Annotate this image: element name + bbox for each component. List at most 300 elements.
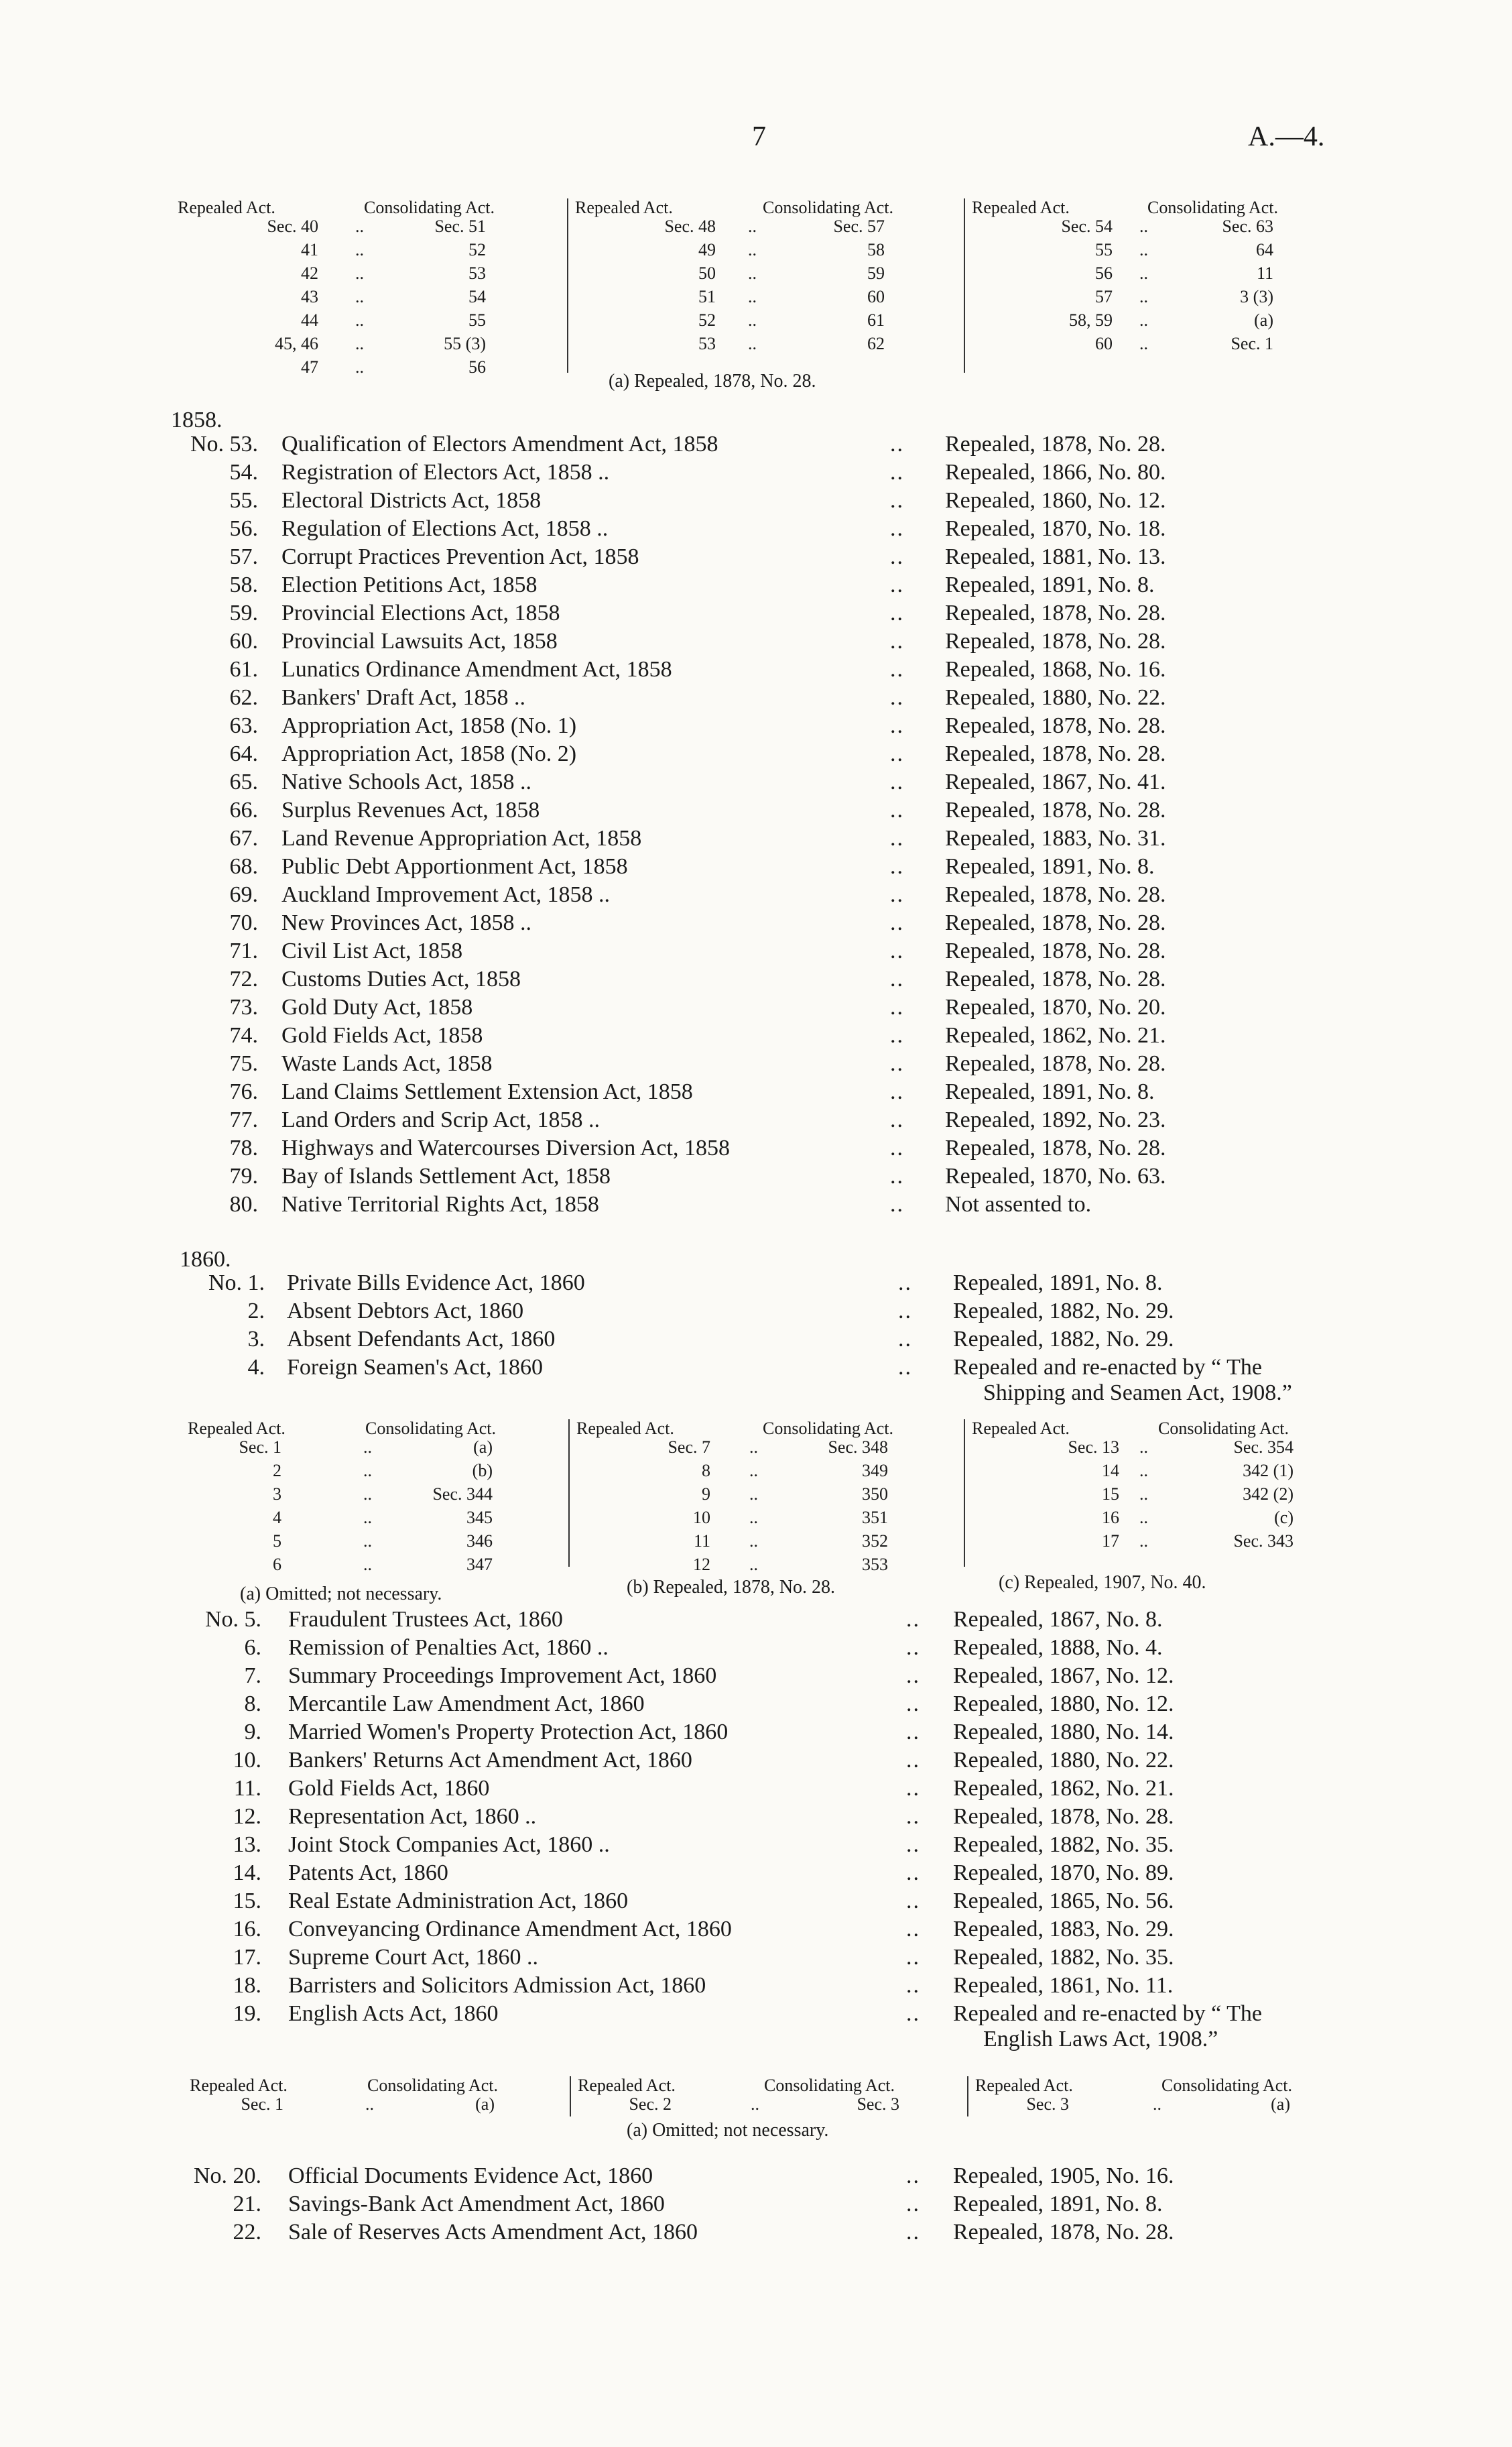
leader-dots: .. — [1139, 1531, 1148, 1551]
leader-dots: .. — [363, 1484, 372, 1504]
act-row — [154, 825, 1428, 853]
consolidating-section: 52 — [468, 240, 486, 259]
leader-dots: .. — [898, 1299, 912, 1323]
repealed-section: 53 — [698, 334, 716, 353]
act-status: Repealed, 1867, No. 41. — [945, 770, 1166, 794]
act-row — [161, 2162, 1434, 2190]
header-consolidating-act: Consolidating Act. — [1158, 1419, 1289, 1438]
act-status-continuation: English Laws Act, 1908.” — [983, 2027, 1218, 2051]
consolidating-section: Sec. 57 — [833, 217, 885, 236]
act-row — [154, 599, 1428, 628]
repealed-section: Sec. 3 — [1026, 2094, 1069, 2114]
act-title: Customs Duties Act, 1858 — [281, 967, 521, 992]
leader-dots: .. — [890, 770, 904, 794]
act-status: Repealed, 1880, No. 22. — [945, 685, 1166, 710]
act-title: Supreme Court Act, 1860 .. — [288, 1945, 539, 1970]
act-number: 73. — [229, 995, 258, 1020]
consolidating-section: 54 — [468, 287, 486, 306]
leader-dots: .. — [898, 1355, 912, 1380]
leader-dots: .. — [890, 460, 904, 485]
act-number: 16. — [233, 1917, 261, 1942]
act-number: 79. — [229, 1164, 258, 1189]
act-number: 55. — [229, 488, 258, 513]
leader-dots: .. — [906, 1607, 920, 1632]
act-title: Remission of Penalties Act, 1860 .. — [288, 1635, 609, 1660]
act-title: Land Orders and Scrip Act, 1858 .. — [281, 1108, 600, 1132]
consolidating-section: 62 — [867, 334, 885, 353]
leader-dots: .. — [1139, 240, 1148, 259]
leader-dots: .. — [355, 263, 364, 283]
act-number: 8. — [244, 1691, 261, 1716]
act-status: Repealed, 1882, No. 35. — [953, 1832, 1174, 1857]
act-status: Repealed, 1892, No. 23. — [945, 1108, 1166, 1132]
repealed-section: 4 — [273, 1508, 281, 1527]
repealed-section: 57 — [1095, 287, 1113, 306]
leader-dots: .. — [906, 1748, 920, 1773]
footnote-c-table-2: (c) Repealed, 1907, No. 40. — [999, 1572, 1206, 1593]
act-number: 76. — [229, 1079, 258, 1104]
act-number: 65. — [229, 770, 258, 794]
consolidating-section: (a) — [1254, 310, 1273, 330]
consolidating-section: 353 — [862, 1555, 888, 1574]
act-title: Mercantile Law Amendment Act, 1860 — [288, 1691, 645, 1716]
leader-dots: .. — [890, 1108, 904, 1132]
act-status: Repealed, 1870, No. 63. — [945, 1164, 1166, 1189]
repealed-section: 16 — [1102, 1508, 1119, 1527]
leader-dots: .. — [890, 657, 904, 682]
leader-dots: .. — [890, 601, 904, 625]
act-title: Provincial Elections Act, 1858 — [281, 601, 560, 625]
act-number: 18. — [233, 1973, 261, 1998]
repealed-section: 51 — [698, 287, 716, 306]
act-row — [154, 853, 1428, 881]
acts-list-1860-b — [161, 1606, 1434, 2056]
act-status: Repealed, 1860, No. 12. — [945, 488, 1166, 513]
act-title: Bankers' Draft Act, 1858 .. — [281, 685, 525, 710]
act-row — [154, 768, 1428, 796]
act-row — [161, 1831, 1434, 1859]
act-title: Gold Fields Act, 1860 — [288, 1776, 490, 1801]
act-status: Repealed, 1862, No. 21. — [945, 1023, 1166, 1048]
act-row — [154, 656, 1428, 684]
leader-dots: .. — [749, 1555, 758, 1574]
act-status: Repealed, 1878, No. 28. — [945, 939, 1166, 963]
act-status: Not assented to. — [945, 1192, 1092, 1217]
leader-dots: .. — [906, 2001, 920, 2026]
act-number: 68. — [229, 854, 258, 879]
act-status-continuation-row — [161, 2028, 1434, 2056]
act-title: Patents Act, 1860 — [288, 1860, 448, 1885]
act-title: Registration of Electors Act, 1858 .. — [281, 460, 610, 485]
consolidating-section: 352 — [862, 1531, 888, 1551]
act-row — [161, 1269, 1434, 1297]
leader-dots: .. — [749, 1531, 758, 1551]
column-divider — [964, 1419, 965, 1567]
footnote-table-3: (a) Omitted; not necessary. — [627, 2120, 829, 2141]
leader-dots: .. — [898, 1327, 912, 1352]
act-number: 69. — [229, 882, 258, 907]
leader-dots: .. — [890, 685, 904, 710]
act-row — [161, 1606, 1434, 1634]
act-title: Representation Act, 1860 .. — [288, 1804, 537, 1829]
leader-dots: .. — [890, 1051, 904, 1076]
header-repealed-act: Repealed Act. — [188, 1419, 286, 1438]
act-title: Surplus Revenues Act, 1858 — [281, 798, 540, 823]
act-number: 7. — [244, 1663, 261, 1688]
act-title: Qualification of Electors Amendment Act, 1858 — [281, 432, 718, 457]
leader-dots: .. — [749, 1437, 758, 1457]
column-divider — [567, 198, 568, 373]
act-status: Repealed, 1878, No. 28. — [945, 967, 1166, 992]
leader-dots: .. — [906, 2192, 920, 2216]
leader-dots: .. — [906, 1917, 920, 1942]
act-row — [161, 1325, 1434, 1354]
act-row — [154, 543, 1428, 571]
act-row — [154, 430, 1428, 459]
leader-dots: .. — [748, 310, 757, 330]
act-row — [154, 965, 1428, 994]
leader-dots: .. — [890, 1023, 904, 1048]
act-status: Repealed, 1866, No. 80. — [945, 460, 1166, 485]
act-row — [154, 740, 1428, 768]
consolidating-section: Sec. 354 — [1233, 1437, 1294, 1457]
footnote-table-1: (a) Repealed, 1878, No. 28. — [609, 371, 816, 392]
repealed-section: 14 — [1102, 1461, 1119, 1480]
act-title: Appropriation Act, 1858 (No. 1) — [281, 713, 577, 738]
act-number: No. 53. — [190, 432, 258, 457]
repealed-section: 11 — [693, 1531, 710, 1551]
act-title: Provincial Lawsuits Act, 1858 — [281, 629, 558, 654]
year-heading-1860: 1860. — [180, 1247, 231, 1272]
leader-dots: .. — [748, 217, 757, 236]
leader-dots: .. — [1139, 334, 1148, 353]
act-title: Official Documents Evidence Act, 1860 — [288, 2163, 653, 2188]
leader-dots: .. — [890, 629, 904, 654]
leader-dots: .. — [748, 263, 757, 283]
act-title: Conveyancing Ordinance Amendment Act, 1860 — [288, 1917, 732, 1942]
act-row — [154, 1078, 1428, 1106]
act-number: No. 20. — [193, 2163, 261, 2188]
repealed-section: 55 — [1095, 240, 1113, 259]
act-row — [161, 2190, 1434, 2218]
act-row — [161, 1887, 1434, 1915]
leader-dots: .. — [890, 713, 904, 738]
act-status: Repealed, 1882, No. 35. — [953, 1945, 1174, 1970]
consolidating-section: (b) — [472, 1461, 493, 1480]
leader-dots: .. — [749, 1508, 758, 1527]
leader-dots: .. — [890, 882, 904, 907]
act-status: Repealed, 1891, No. 8. — [953, 2192, 1163, 2216]
header-repealed-act: Repealed Act. — [972, 1419, 1070, 1438]
act-title: Corrupt Practices Prevention Act, 1858 — [281, 544, 639, 569]
act-number: 75. — [229, 1051, 258, 1076]
act-row — [161, 1944, 1434, 1972]
act-number: No. 5. — [204, 1607, 261, 1632]
repealed-section: 2 — [273, 1461, 281, 1480]
document-reference: A.—4. — [1248, 121, 1325, 152]
leader-dots: .. — [890, 826, 904, 851]
act-number: 59. — [229, 601, 258, 625]
consolidating-section: (c) — [1274, 1508, 1294, 1527]
act-title: Land Revenue Appropriation Act, 1858 — [281, 826, 642, 851]
act-status: Repealed, 1891, No. 8. — [945, 573, 1155, 597]
header-consolidating-act: Consolidating Act. — [764, 2076, 895, 2095]
act-status: Repealed, 1878, No. 28. — [945, 601, 1166, 625]
act-number: 61. — [229, 657, 258, 682]
act-row — [154, 1134, 1428, 1162]
act-title: Lunatics Ordinance Amendment Act, 1858 — [281, 657, 672, 682]
header-consolidating-act: Consolidating Act. — [364, 198, 495, 217]
leader-dots: .. — [748, 334, 757, 353]
header-repealed-act: Repealed Act. — [178, 198, 275, 217]
act-row — [161, 1297, 1434, 1325]
act-row — [161, 1354, 1434, 1382]
act-number: 77. — [229, 1108, 258, 1132]
act-title: Highways and Watercourses Diversion Act, 1858 — [281, 1136, 730, 1160]
leader-dots: .. — [890, 573, 904, 597]
act-title: Barristers and Solicitors Admission Act, 1860 — [288, 1973, 706, 1998]
consolidating-section: 64 — [1256, 240, 1273, 259]
act-title: Election Petitions Act, 1858 — [281, 573, 538, 597]
act-title: Civil List Act, 1858 — [281, 939, 463, 963]
act-status: Repealed, 1881, No. 13. — [945, 544, 1166, 569]
act-number: 15. — [233, 1889, 261, 1913]
leader-dots: .. — [355, 357, 364, 377]
act-number: 80. — [229, 1192, 258, 1217]
leader-dots: .. — [906, 2220, 920, 2245]
leader-dots: .. — [890, 1079, 904, 1104]
act-row — [154, 571, 1428, 599]
act-status-continuation: Shipping and Seamen Act, 1908.” — [983, 1380, 1292, 1405]
consolidating-section: Sec. 1 — [1231, 334, 1273, 353]
act-title: Absent Defendants Act, 1860 — [287, 1327, 556, 1352]
leader-dots: .. — [363, 1461, 372, 1480]
leader-dots: .. — [890, 1136, 904, 1160]
act-row — [154, 1162, 1428, 1191]
act-status: Repealed, 1880, No. 12. — [953, 1691, 1174, 1716]
act-number: 3. — [247, 1327, 265, 1352]
repealed-section: 45, 46 — [275, 334, 318, 353]
act-number: No. 1. — [208, 1270, 265, 1295]
act-row — [154, 712, 1428, 740]
act-row — [161, 1972, 1434, 2000]
consolidating-section: 59 — [867, 263, 885, 283]
act-status: Repealed, 1878, No. 28. — [945, 882, 1166, 907]
column-divider — [568, 1419, 570, 1567]
act-row — [161, 2218, 1434, 2247]
act-row — [161, 1859, 1434, 1887]
repealed-section: 5 — [273, 1531, 281, 1551]
act-status: Repealed and re-enacted by “ The — [953, 1355, 1262, 1380]
consolidating-section: Sec. 344 — [432, 1484, 493, 1504]
repealed-section: 17 — [1102, 1531, 1119, 1551]
consolidating-section: 53 — [468, 263, 486, 283]
repealed-section: 9 — [702, 1484, 710, 1504]
act-status: Repealed, 1891, No. 8. — [945, 854, 1155, 879]
act-title: Bay of Islands Settlement Act, 1858 — [281, 1164, 611, 1189]
act-status: Repealed, 1882, No. 29. — [953, 1327, 1174, 1352]
act-title: English Acts Act, 1860 — [288, 2001, 499, 2026]
consolidating-section: 342 (1) — [1243, 1461, 1294, 1480]
leader-dots: .. — [890, 1192, 904, 1217]
consolidating-section: (a) — [1271, 2094, 1290, 2114]
leader-dots: .. — [1139, 1508, 1148, 1527]
repealed-section: 41 — [301, 240, 318, 259]
act-title: Public Debt Apportionment Act, 1858 — [281, 854, 628, 879]
consolidating-section: 60 — [867, 287, 885, 306]
repealed-section: 6 — [273, 1555, 281, 1574]
leader-dots: .. — [355, 240, 364, 259]
act-title: Sale of Reserves Acts Amendment Act, 1860 — [288, 2220, 698, 2245]
consolidating-section: 349 — [862, 1461, 888, 1480]
act-number: 74. — [229, 1023, 258, 1048]
header-repealed-act: Repealed Act. — [578, 2076, 676, 2095]
leader-dots: .. — [363, 1555, 372, 1574]
act-row — [161, 1775, 1434, 1803]
act-number: 67. — [229, 826, 258, 851]
act-title: Absent Debtors Act, 1860 — [287, 1299, 524, 1323]
repealed-section: 52 — [698, 310, 716, 330]
acts-list-1858 — [154, 430, 1428, 1219]
consolidating-section: 11 — [1256, 263, 1273, 283]
act-row — [154, 628, 1428, 656]
consolidating-section: 347 — [466, 1555, 493, 1574]
leader-dots: .. — [890, 967, 904, 992]
leader-dots: .. — [906, 1663, 920, 1688]
act-number: 10. — [233, 1748, 261, 1773]
leader-dots: .. — [906, 1691, 920, 1716]
repealed-section: 49 — [698, 240, 716, 259]
act-status: Repealed, 1870, No. 18. — [945, 516, 1166, 541]
act-row — [154, 487, 1428, 515]
act-number: 78. — [229, 1136, 258, 1160]
act-number: 19. — [233, 2001, 261, 2026]
leader-dots: .. — [906, 2163, 920, 2188]
leader-dots: .. — [890, 741, 904, 766]
act-status: Repealed, 1883, No. 29. — [953, 1917, 1174, 1942]
act-status: Repealed, 1870, No. 20. — [945, 995, 1166, 1020]
act-row — [154, 1106, 1428, 1134]
consolidating-section: 342 (2) — [1243, 1484, 1294, 1504]
repealed-section: 50 — [698, 263, 716, 283]
year-heading-1858: 1858. — [171, 408, 223, 432]
page-number: 7 — [752, 121, 766, 152]
act-status: Repealed, 1891, No. 8. — [945, 1079, 1155, 1104]
act-status: Repealed, 1868, No. 16. — [945, 657, 1166, 682]
act-row — [154, 909, 1428, 937]
act-status: Repealed, 1878, No. 28. — [945, 629, 1166, 654]
act-number: 13. — [233, 1832, 261, 1857]
act-number: 11. — [233, 1776, 261, 1801]
leader-dots: .. — [890, 939, 904, 963]
leader-dots: .. — [890, 910, 904, 935]
act-number: 58. — [229, 573, 258, 597]
leader-dots: .. — [1139, 1437, 1148, 1457]
leader-dots: .. — [355, 287, 364, 306]
act-status: Repealed, 1870, No. 89. — [953, 1860, 1174, 1885]
repealed-section: Sec. 48 — [664, 217, 716, 236]
act-title: Gold Duty Act, 1858 — [281, 995, 473, 1020]
leader-dots: .. — [906, 1635, 920, 1660]
header-consolidating-act: Consolidating Act. — [763, 198, 893, 217]
act-title: Private Bills Evidence Act, 1860 — [287, 1270, 585, 1295]
act-title: Regulation of Elections Act, 1858 .. — [281, 516, 609, 541]
repealed-section: 44 — [301, 310, 318, 330]
repealed-section: 43 — [301, 287, 318, 306]
act-number: 56. — [229, 516, 258, 541]
act-title: Native Schools Act, 1858 .. — [281, 770, 532, 794]
leader-dots: .. — [363, 1531, 372, 1551]
leader-dots: .. — [1139, 217, 1148, 236]
act-row — [154, 994, 1428, 1022]
header-consolidating-act: Consolidating Act. — [365, 1419, 496, 1438]
act-status: Repealed, 1862, No. 21. — [953, 1776, 1174, 1801]
act-status: Repealed, 1878, No. 28. — [945, 432, 1166, 457]
act-row — [161, 1718, 1434, 1746]
repealed-section: 47 — [301, 357, 318, 377]
repealed-section: 15 — [1102, 1484, 1119, 1504]
act-title: Married Women's Property Protection Act, 1860 — [288, 1720, 729, 1744]
act-number: 9. — [244, 1720, 261, 1744]
leader-dots: .. — [1153, 2094, 1161, 2114]
leader-dots: .. — [906, 1720, 920, 1744]
consolidating-section: 350 — [862, 1484, 888, 1504]
consolidating-section: Sec. 348 — [828, 1437, 888, 1457]
repealed-section: Sec. 54 — [1061, 217, 1113, 236]
consolidating-section: 61 — [867, 310, 885, 330]
leader-dots: .. — [890, 516, 904, 541]
act-row — [154, 1022, 1428, 1050]
consolidating-section: (a) — [475, 2094, 495, 2114]
leader-dots: .. — [890, 854, 904, 879]
repealed-section: 60 — [1095, 334, 1113, 353]
leader-dots: .. — [906, 1860, 920, 1885]
repealed-section: 3 — [273, 1484, 281, 1504]
leader-dots: .. — [890, 488, 904, 513]
leader-dots: .. — [906, 1889, 920, 1913]
act-number: 6. — [244, 1635, 261, 1660]
leader-dots: .. — [749, 1484, 758, 1504]
consolidating-section: Sec. 343 — [1233, 1531, 1294, 1551]
act-title: Bankers' Returns Act Amendment Act, 1860 — [288, 1748, 692, 1773]
act-title: New Provinces Act, 1858 .. — [281, 910, 532, 935]
act-status: Repealed, 1867, No. 8. — [953, 1607, 1163, 1632]
leader-dots: .. — [906, 1832, 920, 1857]
act-number: 57. — [229, 544, 258, 569]
consolidating-section: 55 (3) — [444, 334, 486, 353]
repealed-section: 8 — [702, 1461, 710, 1480]
act-row — [154, 881, 1428, 909]
act-row — [154, 684, 1428, 712]
act-status: Repealed, 1861, No. 11. — [953, 1973, 1174, 1998]
repealed-section: Sec. 13 — [1068, 1437, 1119, 1457]
acts-list-1860-c — [161, 2162, 1434, 2247]
act-number: 63. — [229, 713, 258, 738]
leader-dots: .. — [898, 1270, 912, 1295]
act-number: 72. — [229, 967, 258, 992]
act-title: Land Claims Settlement Extension Act, 1858 — [281, 1079, 693, 1104]
consolidating-section: 3 (3) — [1240, 287, 1273, 306]
act-status: Repealed, 1883, No. 31. — [945, 826, 1166, 851]
leader-dots: .. — [748, 240, 757, 259]
act-number: 70. — [229, 910, 258, 935]
header-consolidating-act: Consolidating Act. — [1161, 2076, 1292, 2095]
repealed-section: Sec. 2 — [629, 2094, 672, 2114]
leader-dots: .. — [906, 1973, 920, 1998]
act-title: Appropriation Act, 1858 (No. 2) — [281, 741, 577, 766]
act-status-continuation-row — [161, 1382, 1434, 1410]
act-status: Repealed, 1878, No. 28. — [945, 798, 1166, 823]
